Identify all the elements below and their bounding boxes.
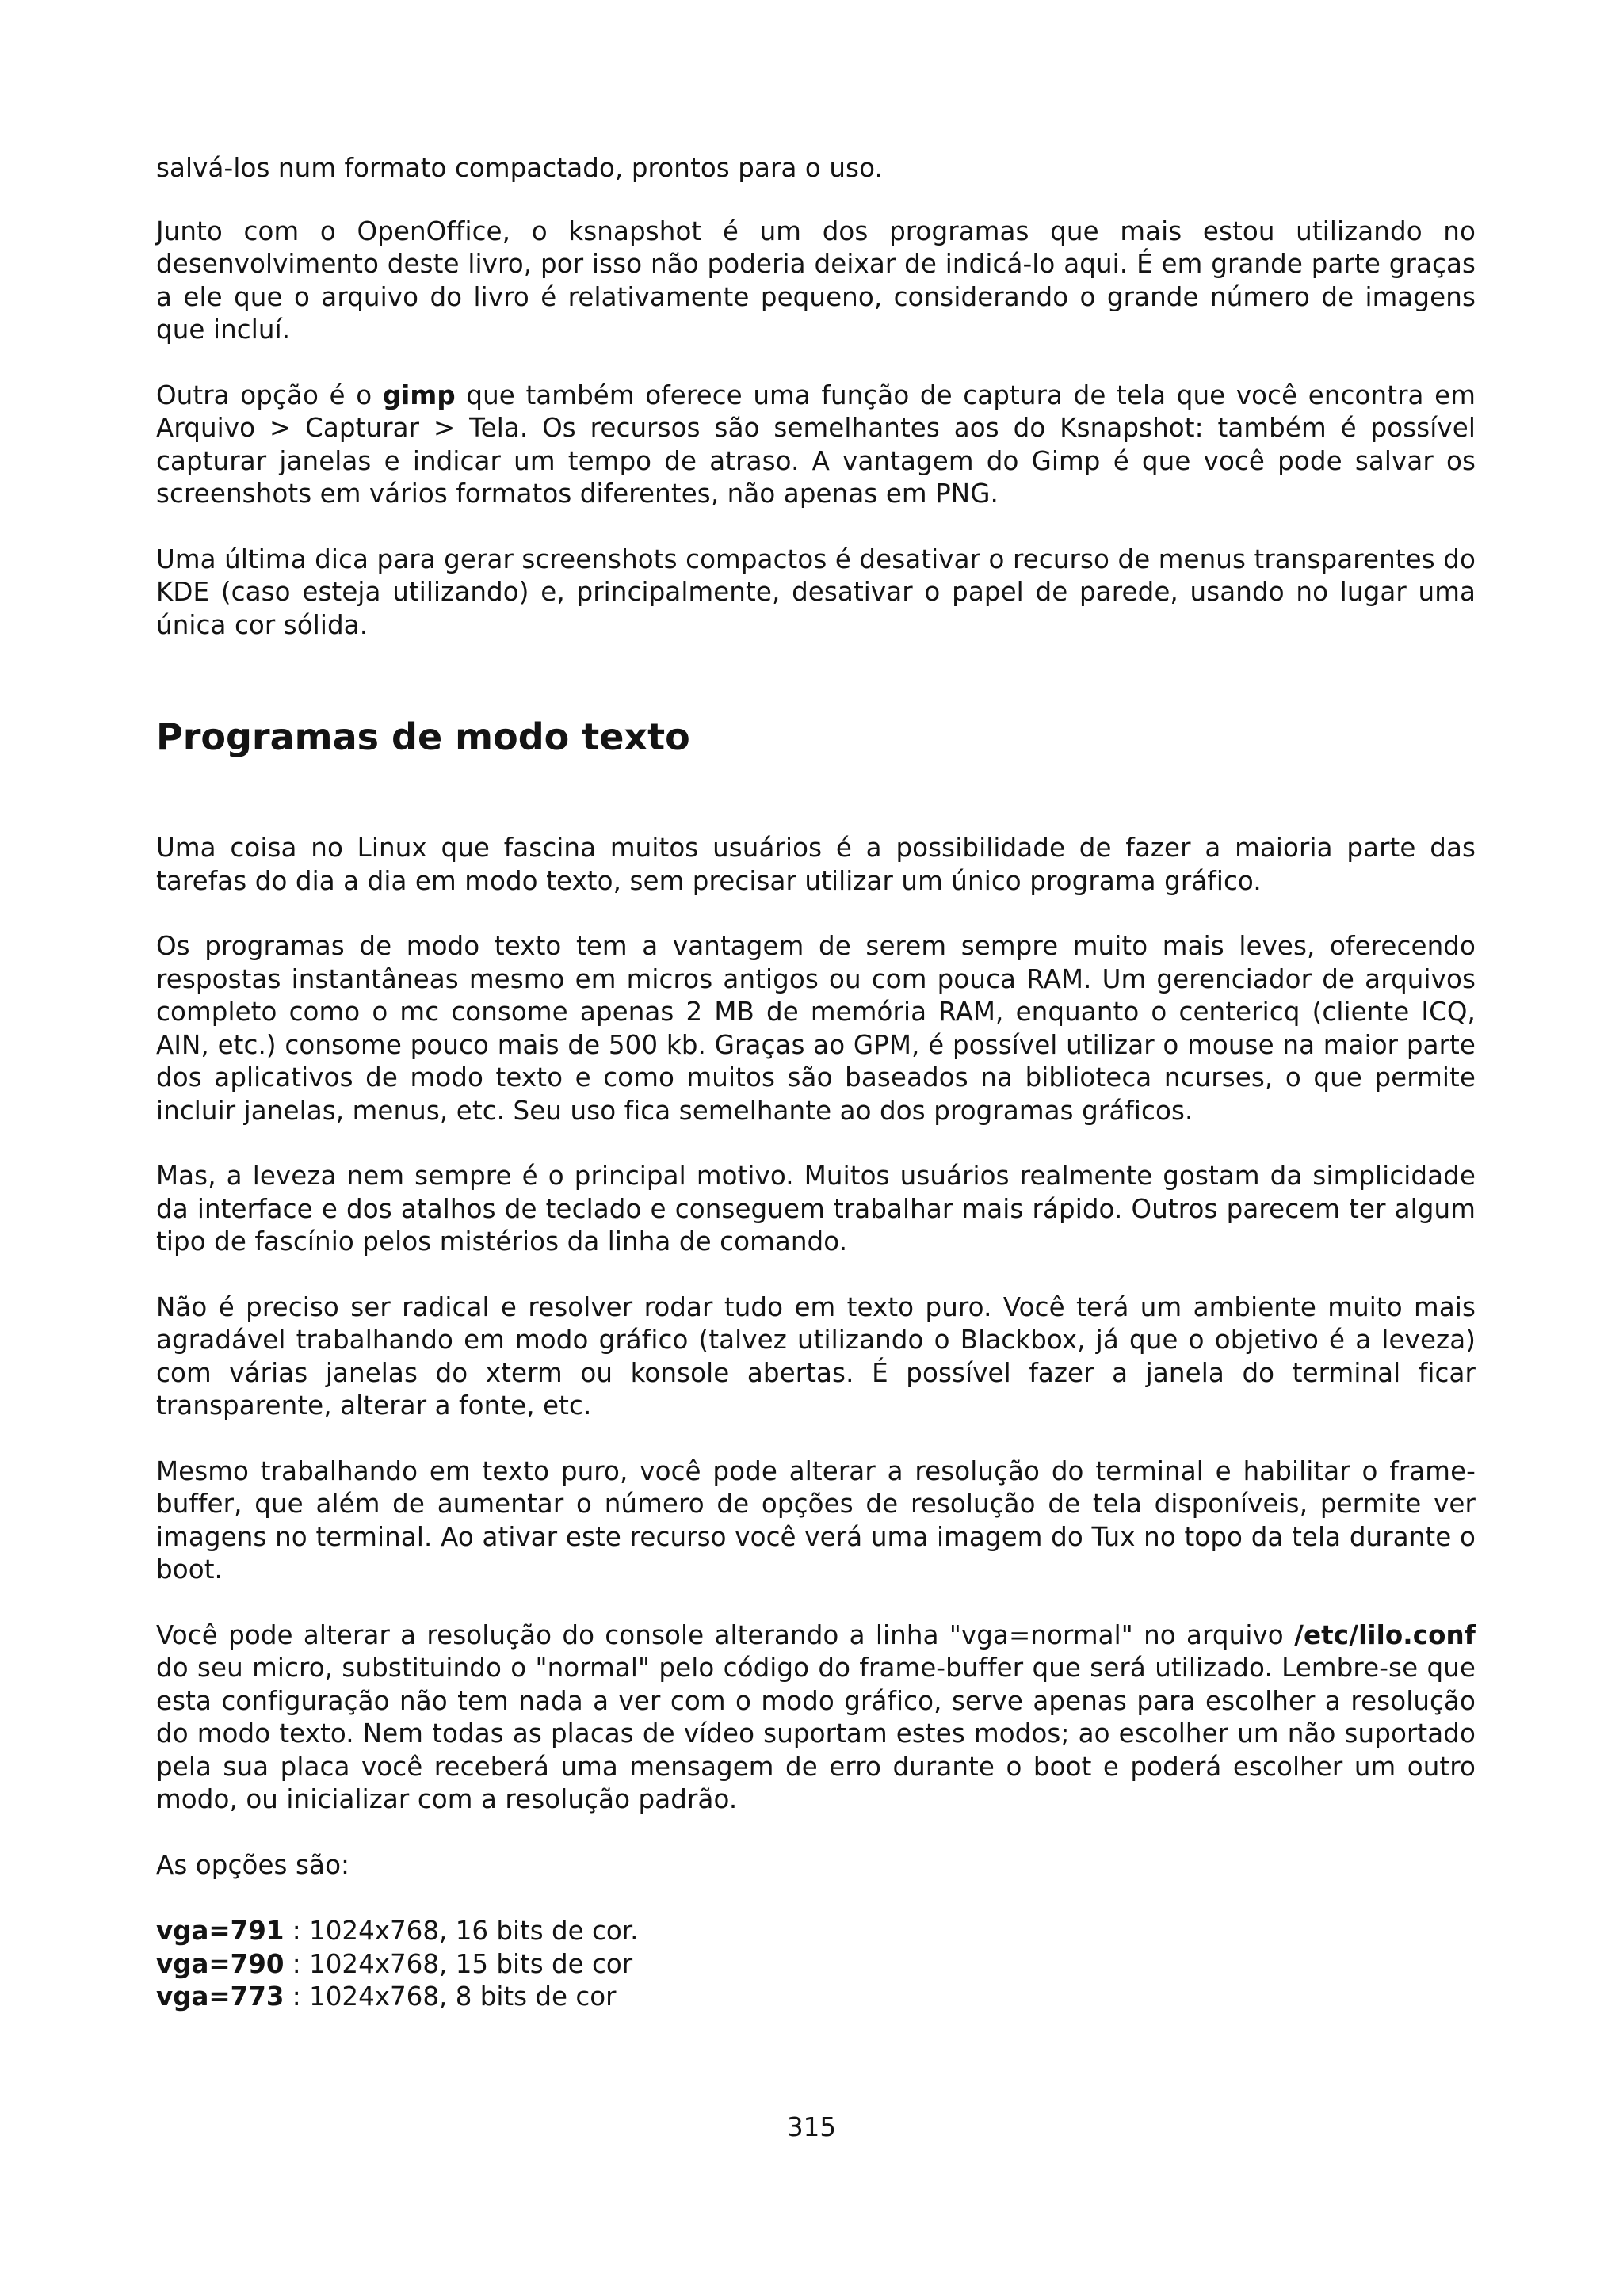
vga-code: vga=791	[156, 1916, 285, 1946]
section-heading: Programas de modo texto	[156, 715, 690, 758]
paragraph-ksnapshot: Junto com o OpenOffice, o ksnapshot é um dos programas que mais estou utilizando no desenvolvimento deste livro, por isso não poderia deixar de indicá-lo aqui. É em grande parte graças a ele que o arquivo do livro é relativamente pequeno, considerando o grande número de imagens que incluí.	[156, 215, 1476, 345]
paragraph-screenshot-save: salvá-los num formato compactado, prontos para o uso.	[156, 153, 883, 183]
vga-code: vga=790	[156, 1948, 285, 1979]
paragraph-not-radical: Não é preciso ser radical e resolver rodar tudo em texto puro. Você terá um ambiente muito mais agradável trabalhando em modo gráfico (talvez utilizando o Blackbox, já que o objetivo é a leveza) com várias janelas do xterm ou konsole abertas. É possível fazer a janela do terminal ficar transparente, alterar a fonte, etc.	[156, 1291, 1476, 1421]
vga-desc: : 1024x768, 16 bits de cor.	[284, 1916, 639, 1946]
gimp-text-before: Outra opção é o	[156, 379, 383, 410]
paragraph-gimp	[156, 379, 1476, 511]
paragraph-lilo	[156, 1619, 1476, 1817]
gimp-text-after: que também oferece uma função de captura de tela que você encontra em Arquivo > Capturar > Tela. Os recursos são semelhantes aos do Ksnapshot: também é possível capturar janelas e indicar um tempo de atraso. A vantagem do Gimp é que você pode salvar os screenshots em vários formatos diferentes, não apenas em PNG.	[156, 379, 1476, 509]
paragraph-intro: Uma coisa no Linux que fascina muitos usuários é a possibilidade de fazer a maioria parte das tarefas do dia a dia em modo texto, sem precisar utilizar um único programa gráfico.	[156, 833, 1476, 896]
paragraph-simplicity: Mas, a leveza nem sempre é o principal motivo. Muitos usuários realmente gostam da simplicidade da interface e dos atalhos de teclado e conseguem trabalhar mais rápido. Outros parecem ter algum tipo de fascínio pelos mistérios da linha de comando.	[156, 1161, 1476, 1257]
vga-desc: : 1024x768, 8 bits de cor	[284, 1981, 617, 2012]
paragraph-options-intro: As opções são:	[156, 1849, 350, 1880]
vga-option-790	[156, 1948, 1476, 1981]
paragraph-tip: Uma última dica para gerar screenshots compactos é desativar o recurso de menus transparentes do KDE (caso esteja utilizando) e, principalmente, desativar o papel de parede, usando no lugar uma única cor sólida.	[156, 543, 1476, 640]
gimp-bold: gimp	[382, 379, 456, 410]
section-heading-block	[156, 642, 1476, 832]
lilo-text-after: do seu micro, substituindo o "normal" pelo código do frame-buffer que será utilizado. Lembre-se que esta configuração não tem nada a ver com o modo gráfico, serve apenas para escolher a resolução do modo texto. Nem todas as placas de vídeo suportam estes modos; ao escolher um não suportado pela sua placa você receberá uma mensagem de erro durante o boot e poderá escolher um outro modo, ou inicializar com a resolução padrão.	[156, 1653, 1476, 1814]
vga-options-list	[156, 1915, 1476, 2014]
lilo-conf-path: /etc/lilo.conf	[1294, 1619, 1476, 1650]
lilo-text-before: Você pode alterar a resolução do console alterando a linha "vga=normal" no arquivo	[156, 1619, 1295, 1650]
vga-option-773	[156, 1981, 1476, 2014]
page-body	[156, 152, 1476, 2014]
vga-option-791	[156, 1915, 1476, 1948]
paragraph-framebuffer: Mesmo trabalhando em texto puro, você pode alterar a resolução do terminal e habilitar o frame-buffer, que além de aumentar o número de opções de resolução de tela disponíveis, permite ver imagens no terminal. Ao ativar este recurso você verá uma imagem do Tux no topo da tela durante o boot.	[156, 1455, 1476, 1585]
vga-desc: : 1024x768, 15 bits de cor	[284, 1948, 633, 1979]
page-number: 315	[786, 2112, 837, 2142]
vga-code: vga=773	[156, 1981, 285, 2012]
paragraph-advantages: Os programas de modo texto tem a vantagem de serem sempre muito mais leves, oferecendo respostas instantâneas mesmo em micros antigos ou com pouca RAM. Um gerenciador de arquivos completo como o mc consome apenas 2 MB de memória RAM, enquanto o centericq (cliente ICQ, AIN, etc.) consome pouco mais de 500 kb. Graças ao GPM, é possível utilizar o mouse na maior parte dos aplicativos de modo texto e como muitos são baseados na biblioteca ncurses, o que permite incluir janelas, menus, etc. Seu uso fica semelhante ao dos programas gráficos.	[156, 931, 1476, 1126]
